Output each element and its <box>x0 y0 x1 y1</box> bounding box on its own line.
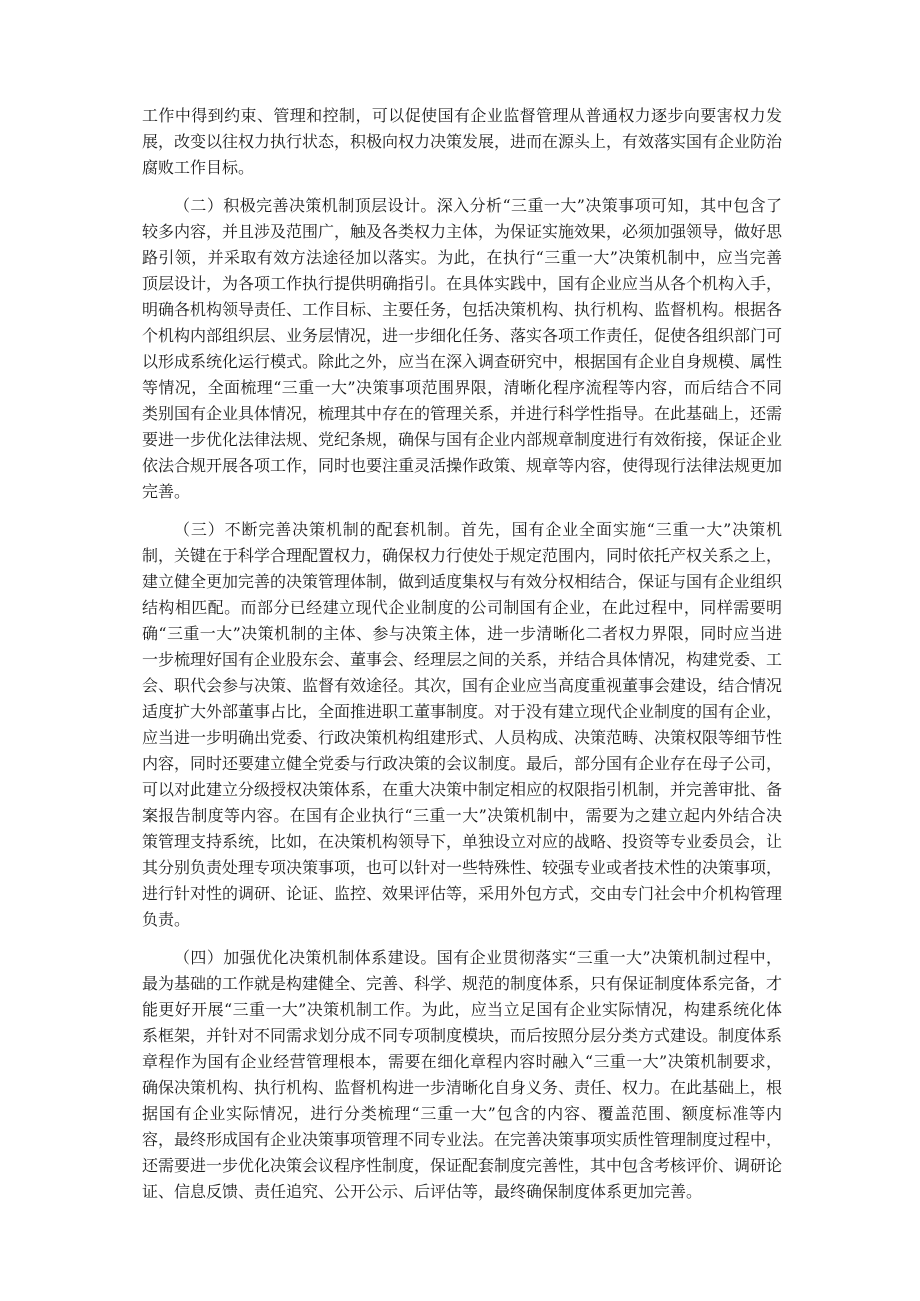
paragraph-section-4: （四）加强优化决策机制体系建设。国有企业贯彻落实“三重一大”决策机制过程中，最为基础的工作就是构建健全、完善、科学、规范的制度体系，只有保证制度体系完备，才能更好开展“三重一大”决策机制工作。为此，应当立足国有企业实际情况，构建系统化体系框架，并针对不同需求划分成不同专项制度模块，而后按照分层分类方式建设。制度体系章程作为国有企业经营管理根本，需要在细化章程内容时融入“三重一大”决策机制要求，确保决策机构、执行机构、监督机构进一步清晰化自身义务、责任、权力。在此基础上，根据国有企业实际情况，进行分类梳理“三重一大”包含的内容、覆盖范围、额度标准等内容，最终形成国有企业决策事项管理不同专业法。在完善决策事项实质性管理制度过程中，还需要进一步优化决策会议程序性制度，保证配套制度完善性，其中包含考核评价、调研论证、信息反馈、责任追究、公开公示、后评估等，最终确保制度体系更加完善。 <box>142 948 783 1201</box>
paragraph-continuation: 工作中得到约束、管理和控制，可以促使国有企业监督管理从普通权力逐步向要害权力发展，改变以往权力执行状态，积极向权力决策发展，进而在源头上，有效落实国有企业防治腐败工作目标。 <box>142 106 783 177</box>
paragraph-section-2: （二）积极完善决策机制顶层设计。深入分析“三重一大”决策事项可知，其中包含了较多内容，并且涉及范围广，触及各类权力主体，为保证实施效果，必须加强领导，做好思路引领，并采取有效方法途径加以落实。为此，在执行“三重一大”决策机制中，应当完善顶层设计，为各项工作执行提供明确指引。在具体实践中，国有企业应当从各个机构入手，明确各机构领导责任、工作目标、主要任务，包括决策机构、执行机构、监督机构。根据各个机构内部组织层、业务层情况，进一步细化任务、落实各项工作责任，促使各组织部门可以形成系统化运行模式。除此之外，应当在深入调查研究中，根据国有企业自身规模、属性等情况，全面梳理“三重一大”决策事项范围界限，清晰化程序流程等内容，而后结合不同类别国有企业具体情况，梳理其中存在的管理关系，并进行科学性指导。在此基础上，还需要进一步优化法律法规、党纪条规，确保与国有企业内部规章制度进行有效衔接，保证企业依法合规开展各项工作，同时也要注重灵活操作政策、规章等内容，使得现行法律法规更加完善。 <box>142 196 783 501</box>
document-body <box>142 103 782 1217</box>
paragraph-section-3: （三）不断完善决策机制的配套机制。首先，国有企业全面实施“三重一大”决策机制，关键在于科学合理配置权力，确保权力行使处于规定范围内，同时依托产权关系之上，建立健全更加完善的决策管理体制，做到适度集权与有效分权相结合，保证与国有企业组织结构相匹配。而部分已经建立现代企业制度的公司制国有企业，在此过程中，同样需要明确“三重一大”决策机制的主体、参与决策主体，进一步清晰化二者权力界限，同时应当进一步梳理好国有企业股东会、董事会、经理层之间的关系，并结合具体情况，构建党委、工会、职代会参与决策、监督有效途径。其次，国有企业应当高度重视董事会建设，结合情况适度扩大外部董事占比，全面推进职工董事制度。对于没有建立现代企业制度的国有企业，应当进一步明确出党委、行政决策机构组建形式、人员构成、决策范畴、决策权限等细节性内容，同时还要建立健全党委与行政决策的会议制度。最后，部分国有企业存在母子公司，可以对此建立分级授权决策体系，在重大决策中制定相应的权限指引机制，并完善审批、备案报告制度等内容。在国有企业执行“三重一大”决策机制中，需要为之建立起内外结合决策管理支持系统，比如，在决策机构领导下，单独设立对应的战略、投资等专业委员会，让其分别负责处理专项决策事项，也可以针对一些特殊性、较强专业或者技术性的决策事项，进行针对性的调研、论证、监控、效果评估等，采用外包方式，交由专门社会中介机构管理负责。 <box>142 520 783 929</box>
